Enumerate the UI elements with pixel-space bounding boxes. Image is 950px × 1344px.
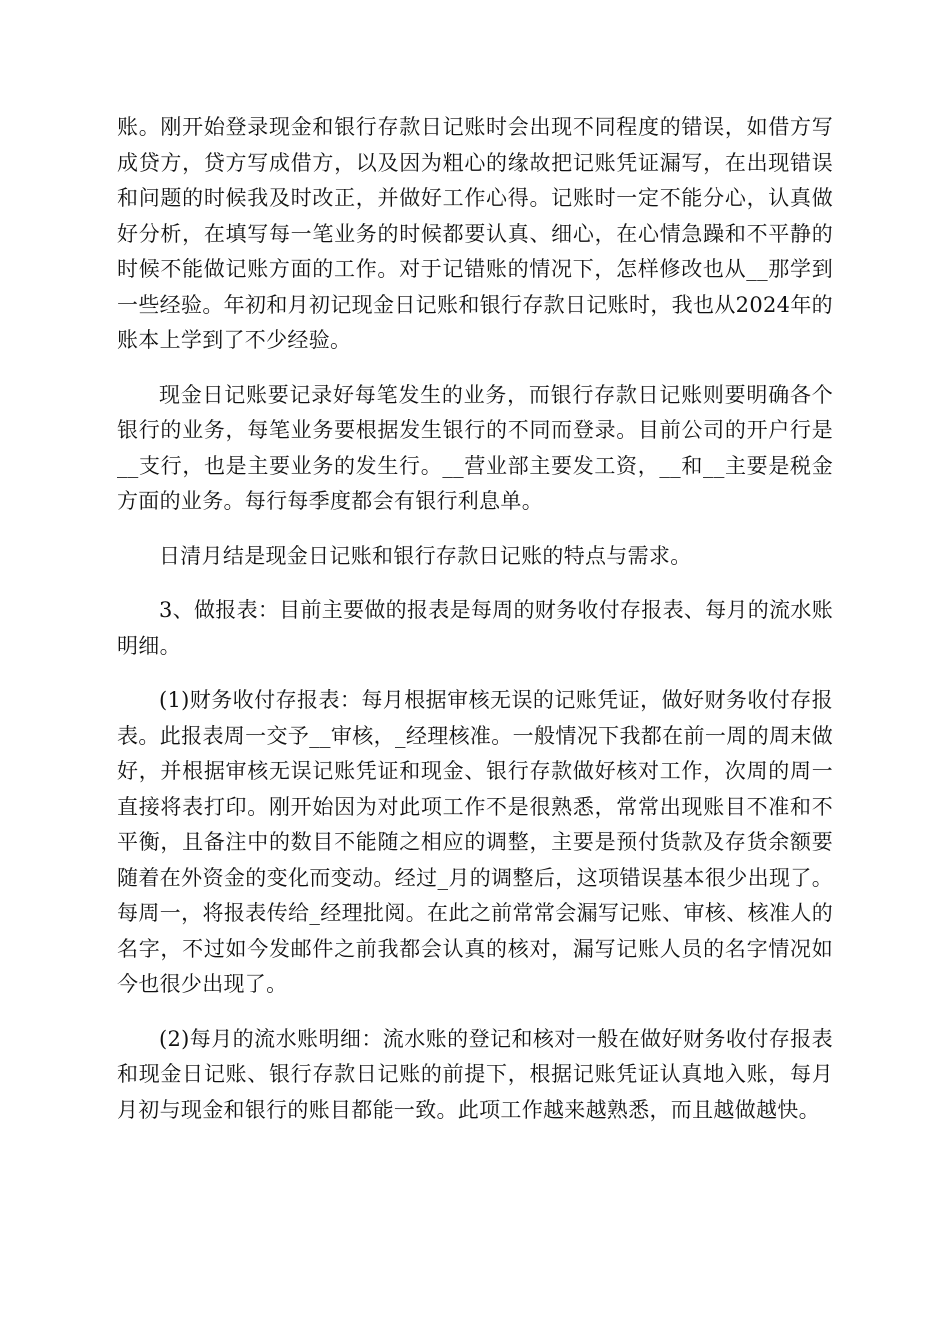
paragraph-continuation: 账。刚开始登录现金和银行存款日记账时会出现不同程度的错误，如借方写成贷方，贷方写成借方，以及因为粗心的缘故把记账凭证漏写，在出现错误和问题的时候我及时改正，并做好工作心得。记账时一定不能分心，认真做好分析，在填写每一笔业务的时候都要认真、细心，在心情急躁和不平静的时候不能做记账方面的工作。对于记错账的情况下，怎样修改也从__那学到一些经验。年初和月初记现金日记账和银行存款日记账时，我也从2024年的账本上学到了不少经验。 bbox=[117, 115, 833, 352]
paragraph-reports-heading: 3、做报表：目前主要做的报表是每周的财务收付存报表、每月的流水账明细。 bbox=[117, 598, 833, 658]
paragraph-cash-journal: 现金日记账要记录好每笔发生的业务，而银行存款日记账则要明确各个银行的业务，每笔业务要根据发生银行的不同而登录。目前公司的开户行是__支行，也是主要业务的发生行。__营业部主要发工资，__和__主要是税金方面的业务。每行每季度都会有银行利息单。 bbox=[117, 382, 833, 513]
paragraph-daily-settlement: 日清月结是现金日记账和银行存款日记账的特点与需求。 bbox=[159, 543, 692, 568]
document-page bbox=[117, 110, 833, 1147]
paragraph-report-1: (1)财务收付存报表：每月根据审核无误的记账凭证，做好财务收付存报表。此报表周一交予__审核，_经理核准。一般情况下我都在前一周的周末做好，并根据审核无误记账凭证和现金、银行存款做好核对工作，次周的周一直接将表打印。刚开始因为对此项工作不是很熟悉，常常出现账目不准和不平衡，且备注中的数目不能随之相应的调整，主要是预付货款及存货余额要随着在外资金的变化而变动。经过_月的调整后，这项错误基本很少出现了。每周一，将报表传给_经理批阅。在此之前常常会漏写记账、审核、核准人的名字，不过如今发邮件之前我都会认真的核对，漏写记账人员的名字情况如今也很少出现了。 bbox=[117, 688, 833, 996]
paragraph-report-2: (2)每月的流水账明细：流水账的登记和核对一般在做好财务收付存报表和现金日记账、银行存款日记账的前提下，根据记账凭证认真地入账，每月月初与现金和银行的账目都能一致。此项工作越来越熟悉，而且越做越快。 bbox=[117, 1026, 833, 1122]
